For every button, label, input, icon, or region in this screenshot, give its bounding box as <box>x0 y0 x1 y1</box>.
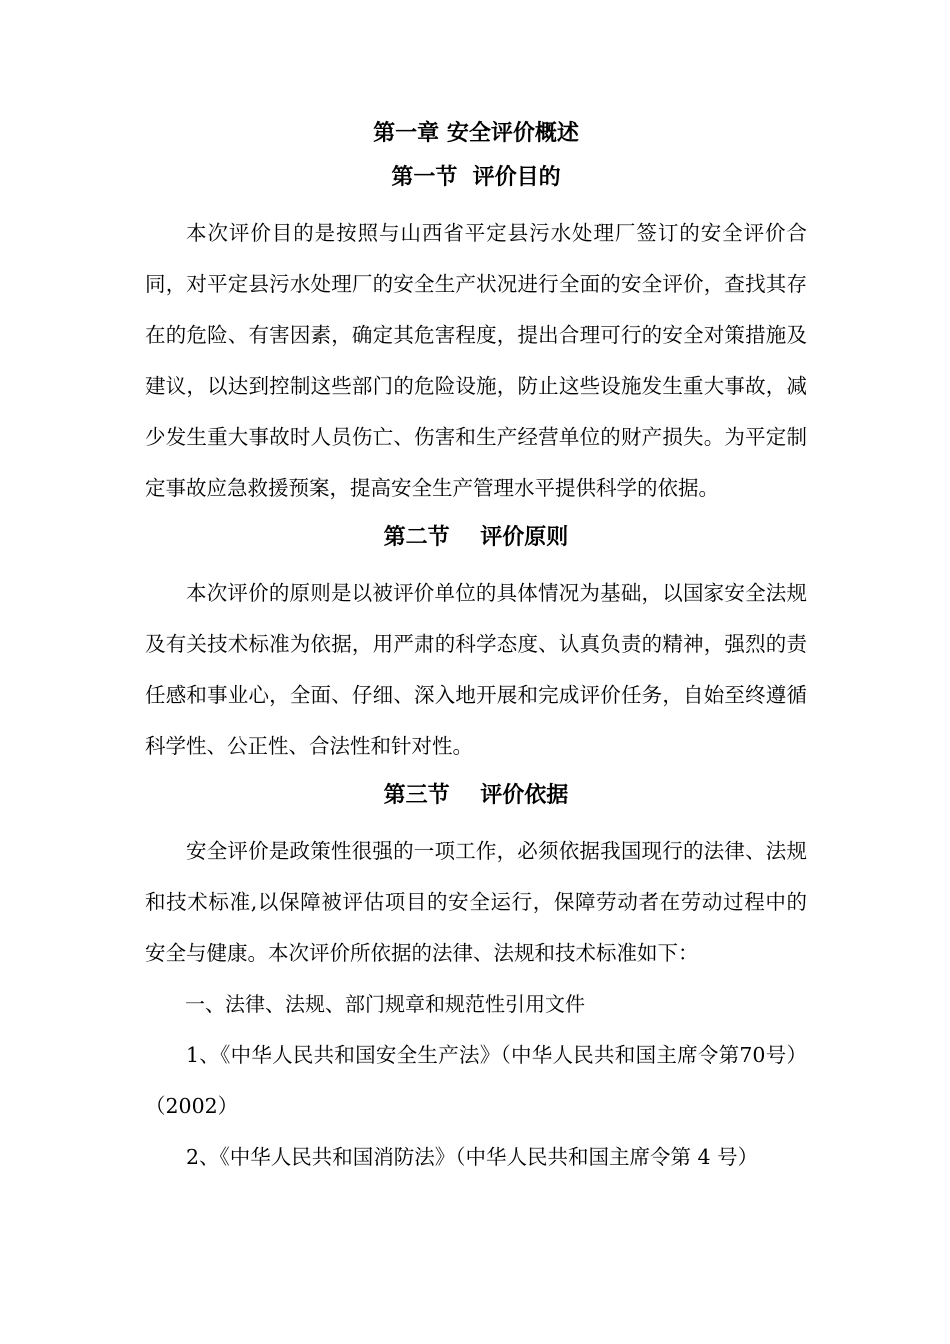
section-title-basis: 第三节 评价依据 <box>383 783 569 808</box>
list-item-law-1: 1、《中华人民共和国安全生产法》（中华人民共和国主席令第70号）（2002） <box>145 1043 807 1118</box>
chapter-title: 第一章 安全评价概述 <box>373 121 579 146</box>
paragraph-purpose: 本次评价目的是按照与山西省平定县污水处理厂签订的安全评价合同，对平定县污水处理厂的安全生产状况进行全面的安全评价，查找其存在的危险、有害因素，确定其危害程度，提出合理可行的安全对策措施及建议，以达到控制这些部门的危险设施，防止这些设施发生重大事故，减少发生重大事故时人员伤亡、伤害和生产经营单位的财产损失。为平定制定事故应急救援预案，提高安全生产管理水平提供科学的依据。 <box>145 221 807 500</box>
list-item-law-2: 2、《中华人民共和国消防法》（中华人民共和国主席令第 4 号） <box>186 1145 759 1169</box>
subheading-laws: 一、法律、法规、部门规章和规范性引用文件 <box>185 992 585 1016</box>
document-page <box>145 112 807 1183</box>
section-title-purpose: 第一节 评价目的 <box>391 165 561 190</box>
paragraph-basis: 安全评价是政策性很强的一项工作，必须依据我国现行的法律、法规和技术标准,以保障被评估项目的安全运行，保障劳动者在劳动过程中的安全与健康。本次评价所依据的法律、法规和技术标准如下： <box>145 839 807 965</box>
section-title-principles: 第二节 评价原则 <box>383 525 569 550</box>
paragraph-principles: 本次评价的原则是以被评价单位的具体情况为基础，以国家安全法规及有关技术标准为依据，用严肃的科学态度、认真负责的精神，强烈的责任感和事业心，全面、仔细、深入地开展和完成评价任务，自始至终遵循科学性、公正性、合法性和针对性。 <box>145 581 807 758</box>
